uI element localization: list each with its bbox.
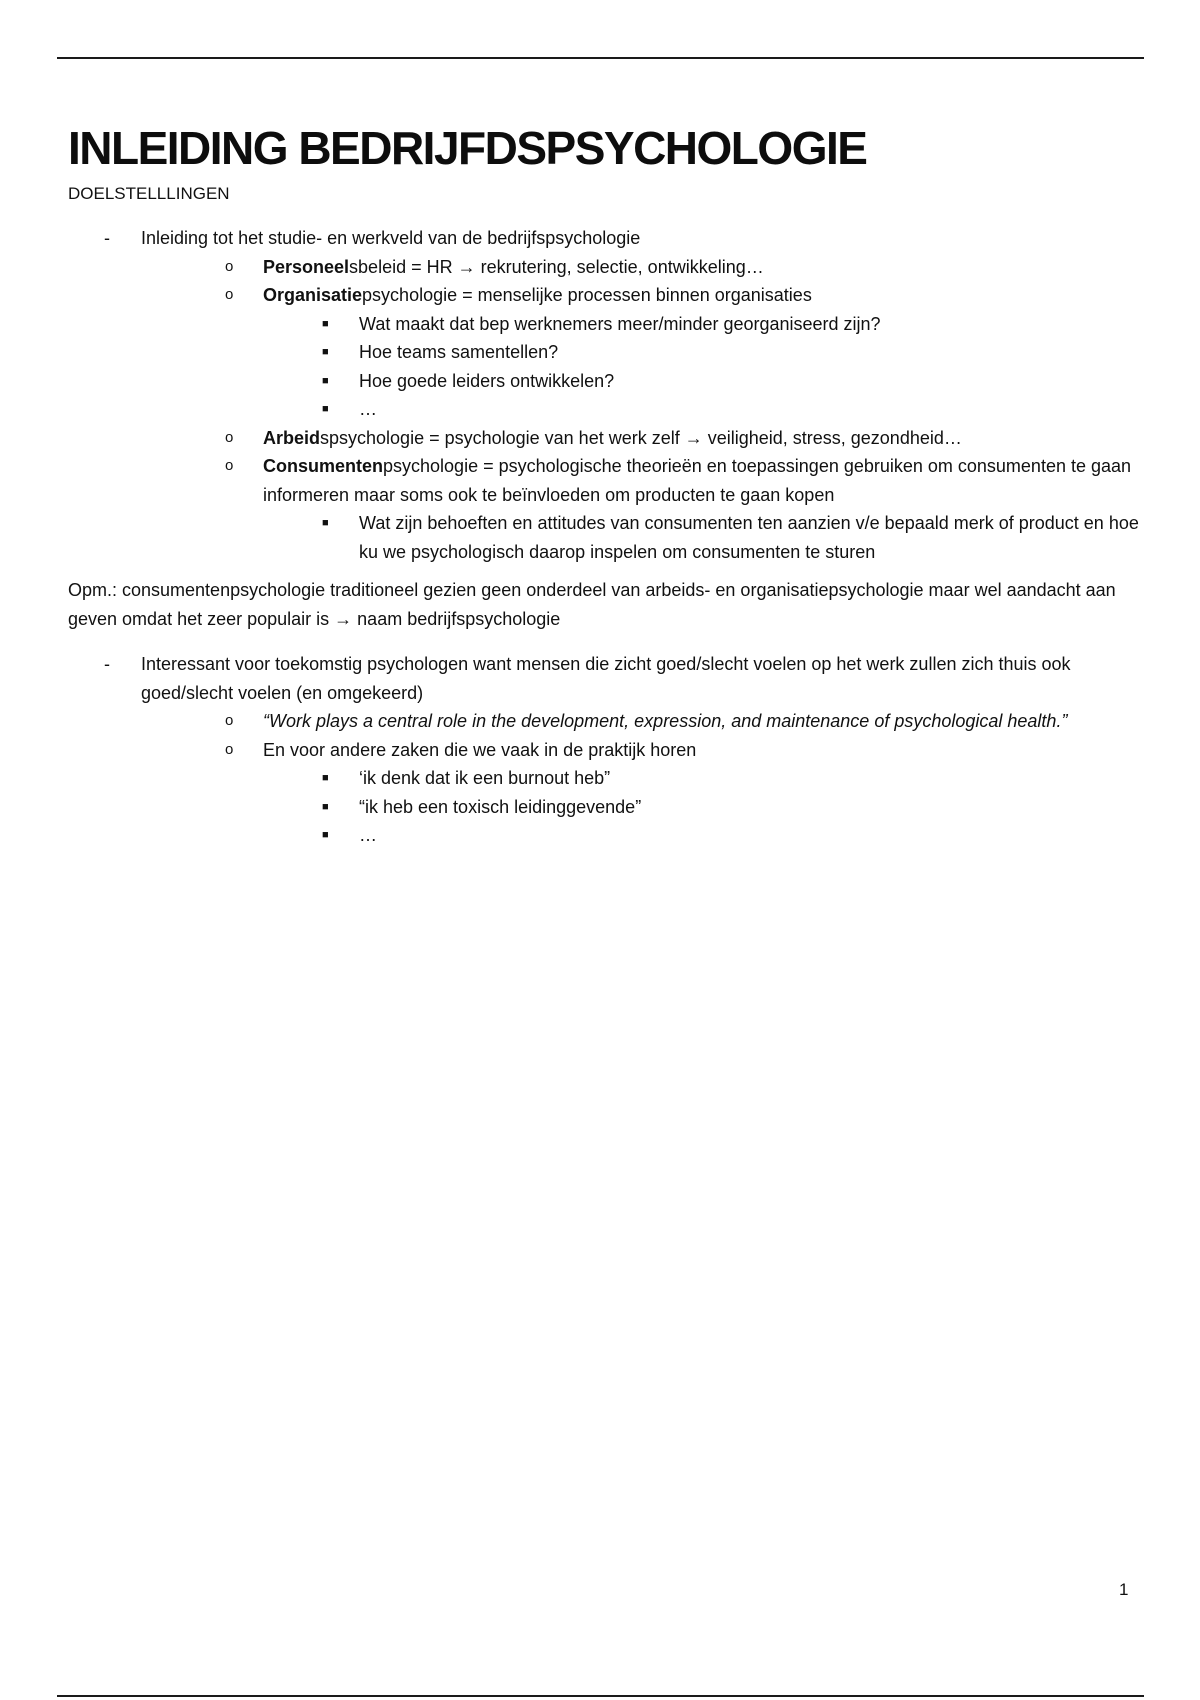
term-bold: Arbeid bbox=[263, 427, 321, 448]
term-bold: Consumenten bbox=[263, 456, 384, 476]
dash-bullet: - bbox=[104, 228, 110, 248]
list-item-text: Interessant voor toekomstig psychologen want mensen die zicht goed/slecht voelen op het werk zullen zich thuis ook goed/slecht voelen (en omgekeerd) bbox=[141, 654, 1071, 703]
term-text-after: rekrutering, selectie, ontwikkeling… bbox=[475, 256, 764, 277]
bottom-rule bbox=[57, 1695, 1144, 1697]
term-text: spsychologie = psychologie van het werk zelf bbox=[320, 427, 685, 448]
list-item bbox=[141, 736, 1144, 850]
list-item-text: Wat maakt dat bep werknemers meer/minder georganiseerd zijn? bbox=[359, 313, 881, 334]
objectives-list bbox=[68, 224, 1144, 566]
list-item bbox=[141, 452, 1144, 566]
arrow-icon: → bbox=[684, 427, 703, 448]
remark-text: Opm.: consumentenpsychologie traditioneel gezien geen onderdeel van arbeids- en organisatiepsychologie maar wel aandacht aan geven omdat het zeer populair is bbox=[68, 580, 1116, 629]
sublist bbox=[141, 764, 1144, 850]
list-item-text: … bbox=[359, 825, 377, 845]
circle-bullet: o bbox=[225, 712, 234, 729]
document-title: INLEIDING BEDRIJFDSPSYCHOLOGIE bbox=[68, 122, 867, 174]
term-text: psychologie = psychologische theorieën en toepassingen gebruiken om consumenten te gaan informeren maar soms ook te beïnvloeden om producten te gaan kopen bbox=[263, 456, 1132, 505]
list-item bbox=[141, 367, 1144, 396]
sublist bbox=[141, 310, 1144, 424]
term-bold: Personeel bbox=[263, 256, 350, 277]
list-item bbox=[141, 395, 1144, 424]
list-item-text: ‘ik denk dat ik een burnout heb” bbox=[359, 768, 611, 788]
square-bullet: ■ bbox=[322, 800, 329, 813]
square-bullet: ■ bbox=[322, 317, 329, 330]
section-heading: DOELSTELLLINGEN bbox=[68, 184, 230, 203]
term-text-after: veiligheid, stress, gezondheid… bbox=[702, 427, 962, 448]
top-rule bbox=[57, 57, 1144, 59]
list-item-text: Inleiding tot het studie- en werkveld van de bedrijfspsychologie bbox=[141, 228, 641, 248]
square-bullet: ■ bbox=[322, 772, 329, 784]
circle-bullet: o bbox=[225, 286, 234, 303]
arrow-icon: → bbox=[334, 608, 353, 629]
remark-paragraph bbox=[68, 576, 1144, 633]
arrow-icon: → bbox=[457, 256, 476, 277]
remark-text-after: naam bedrijfspsychologie bbox=[352, 608, 561, 629]
list-item bbox=[141, 793, 1144, 822]
square-bullet: ■ bbox=[322, 517, 329, 529]
list-item-text: … bbox=[359, 399, 377, 419]
list-item bbox=[141, 509, 1144, 566]
list-item-text: “ik heb een toxisch leidinggevende” bbox=[359, 796, 642, 817]
sublist bbox=[68, 707, 1144, 850]
square-bullet: ■ bbox=[322, 374, 329, 387]
list-item-text: Hoe teams samentellen? bbox=[359, 342, 559, 362]
circle-bullet: o bbox=[225, 257, 234, 275]
list-item bbox=[141, 281, 1144, 424]
sublist bbox=[141, 509, 1144, 566]
dash-bullet: - bbox=[104, 654, 110, 674]
list-item bbox=[141, 310, 1144, 339]
list-item bbox=[141, 424, 1144, 453]
term-bold: Organisatie bbox=[263, 285, 363, 305]
circle-bullet: o bbox=[225, 428, 234, 446]
list-item bbox=[141, 764, 1144, 793]
square-bullet: ■ bbox=[322, 403, 329, 415]
square-bullet: ■ bbox=[322, 829, 329, 841]
list-item bbox=[68, 650, 1144, 850]
list-item-text: En voor andere zaken die we vaak in de praktijk horen bbox=[263, 739, 697, 760]
sublist bbox=[68, 253, 1144, 567]
quote-text: “Work plays a central role in the development, expression, and maintenance of psychological health.” bbox=[263, 711, 1068, 731]
term-text: sbeleid = HR bbox=[349, 256, 458, 277]
page-number: 1 bbox=[1119, 1580, 1129, 1599]
circle-bullet: o bbox=[225, 740, 234, 758]
term-text: psychologie = menselijke processen binnen organisaties bbox=[362, 285, 812, 305]
list-item-text: Hoe goede leiders ontwikkelen? bbox=[359, 370, 615, 391]
square-bullet: ■ bbox=[322, 346, 329, 358]
list-item bbox=[141, 338, 1144, 367]
document-body bbox=[68, 120, 1144, 850]
list-item-text: Wat zijn behoeften en attitudes van consumenten ten aanzien v/e bepaald merk of product en hoe ku we psychologisch daarop inspelen om consumenten te sturen bbox=[359, 513, 1139, 562]
list-item bbox=[141, 821, 1144, 850]
list-item bbox=[141, 707, 1144, 736]
list-item bbox=[141, 253, 1144, 282]
list-item bbox=[68, 224, 1144, 566]
relevance-list bbox=[68, 650, 1144, 850]
circle-bullet: o bbox=[225, 457, 234, 474]
